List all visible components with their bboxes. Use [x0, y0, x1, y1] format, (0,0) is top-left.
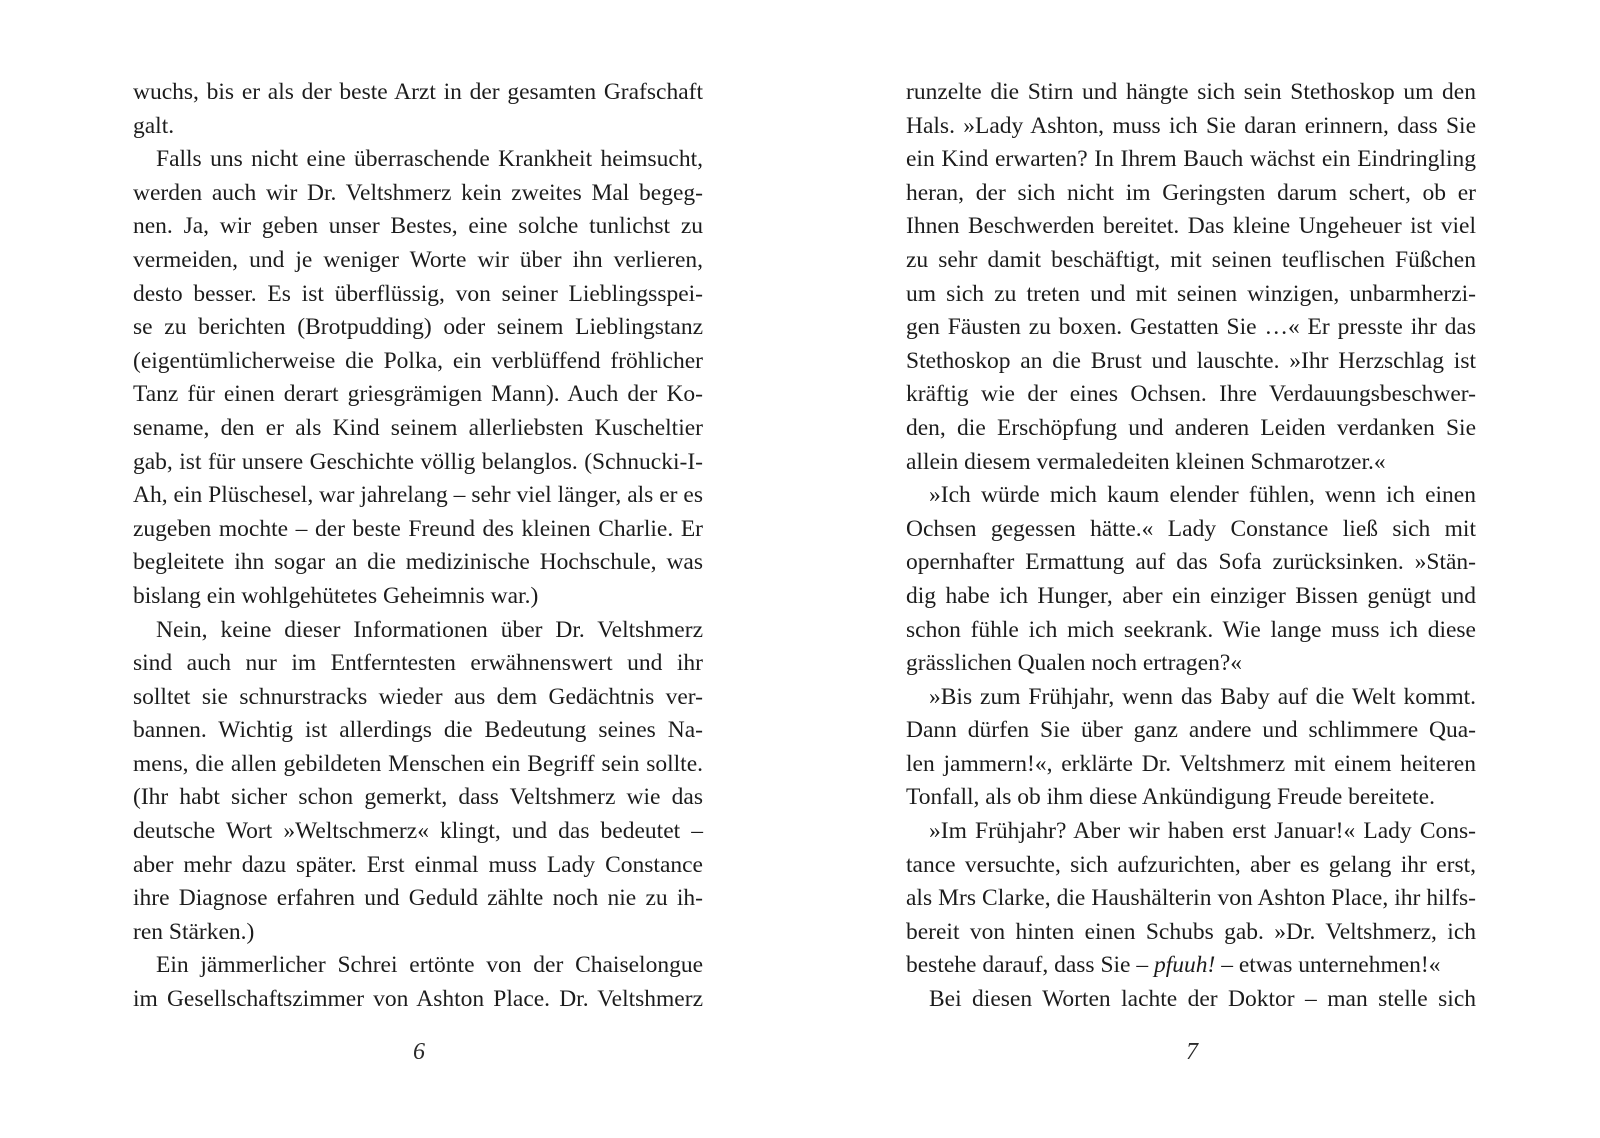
- text-line: Dann dürfen Sie über ganz andere und schlimmere Qua-: [906, 717, 1476, 744]
- left-page-text: [133, 76, 703, 1017]
- text-line: Falls uns nicht eine überraschende Krankheit heimsucht,: [156, 146, 703, 173]
- text-line: Hals. »Lady Ashton, muss ich Sie daran erinnern, dass Sie: [906, 112, 1476, 139]
- text-line: opernhafter Ermattung auf das Sofa zurücksinken. »Stän-: [906, 549, 1476, 576]
- text-line: sename, den er als Kind seinem allerliebsten Kuscheltier: [133, 414, 703, 441]
- text-line: begleitete ihn sogar an die medizinische Hochschule, was: [133, 549, 703, 576]
- text-line: Ein jämmerlicher Schrei ertönte von der Chaiselongue: [156, 952, 703, 979]
- text-line: bannen. Wichtig ist allerdings die Bedeutung seines Na-: [133, 717, 703, 744]
- text-line: Ochsen gegessen hätte.« Lady Constance ließ sich mit: [906, 515, 1476, 542]
- text-line: Stethoskop an die Brust und lauschte. »Ihr Herzschlag ist: [906, 347, 1476, 374]
- text-line: »Ich würde mich kaum elender fühlen, wenn ich einen: [929, 482, 1476, 509]
- text-line: zu sehr damit beschäftigt, mit seinen teuflischen Füßchen: [906, 246, 1476, 273]
- text-line: um sich zu treten und mit seinen winzigen, unbarmherzi-: [906, 280, 1476, 307]
- text-line: zugeben mochte – der beste Freund des kleinen Charlie. Er: [133, 515, 703, 542]
- text-line: bestehe darauf, dass Sie – pfuuh! – etwas unternehmen!«: [906, 952, 1441, 979]
- text-line: »Bis zum Frühjahr, wenn das Baby auf die Welt kommt.: [929, 683, 1476, 710]
- text-line: »Im Frühjahr? Aber wir haben erst Januar!« Lady Cons-: [929, 818, 1476, 845]
- text-line: im Gesellschaftszimmer von Ashton Place. Dr. Veltshmerz: [133, 986, 703, 1013]
- text-line: werden auch wir Dr. Veltshmerz kein zweites Mal begeg-: [133, 179, 703, 206]
- text-line: heran, der sich nicht im Geringsten darum schert, ob er: [906, 179, 1476, 206]
- text-line: galt.: [133, 112, 175, 139]
- text-line: schon fühle ich mich seekrank. Wie lange muss ich diese: [906, 616, 1476, 643]
- text-line: solltet sie schnurstracks wieder aus dem Gedächtnis ver-: [133, 683, 703, 710]
- text-line: Tanz für einen derart griesgrämigen Mann). Auch der Ko-: [133, 381, 703, 408]
- text-line: gen Fäusten zu boxen. Gestatten Sie …« Er presste ihr das: [906, 314, 1476, 341]
- text-line: bislang ein wohlgehütetes Geheimnis war.): [133, 582, 539, 609]
- text-line: ein Kind erwarten? In Ihrem Bauch wächst ein Eindringling: [906, 146, 1476, 173]
- text-line: Ah, ein Plüschesel, war jahrelang – sehr viel länger, als er es: [133, 482, 703, 509]
- text-line: gab, ist für unsere Geschichte völlig belanglos. (Schnucki-I-: [133, 448, 703, 475]
- text-line: desto besser. Es ist überflüssig, von seiner Lieblingsspei-: [133, 280, 703, 307]
- text-line: ihre Diagnose erfahren und Geduld zählte noch nie zu ih-: [133, 885, 703, 912]
- text-line: (eigentümlicherweise die Polka, ein verblüffend fröhlicher: [133, 347, 703, 374]
- right-page-number: 7: [1186, 1039, 1198, 1065]
- text-line: aber mehr dazu später. Erst einmal muss Lady Constance: [133, 851, 703, 878]
- text-line: se zu berichten (Brotpudding) oder seinem Lieblingstanz: [133, 314, 703, 341]
- text-line: Ihnen Beschwerden bereitet. Das kleine Ungeheuer ist viel: [906, 213, 1476, 240]
- text-line: Tonfall, als ob ihm diese Ankündigung Freude bereitete.: [906, 784, 1435, 811]
- text-line: sind auch nur im Entferntesten erwähnenswert und ihr: [133, 650, 703, 677]
- text-line: allein diesem vermaledeiten kleinen Schmarotzer.«: [906, 448, 1386, 475]
- text-line: tance versuchte, sich aufzurichten, aber es gelang ihr erst,: [906, 851, 1476, 878]
- left-page-number: 6: [413, 1039, 425, 1065]
- text-line: als Mrs Clarke, die Haushälterin von Ashton Place, ihr hilfs-: [906, 885, 1476, 912]
- text-line: mens, die allen gebildeten Menschen ein Begriff sein sollte.: [133, 750, 703, 777]
- text-line: deutsche Wort »Weltschmerz« klingt, und das bedeutet –: [133, 818, 703, 845]
- text-line: wuchs, bis er als der beste Arzt in der gesamten Grafschaft: [133, 79, 703, 105]
- text-line: len jammern!«, erklärte Dr. Veltshmerz mit einem heiteren: [906, 750, 1476, 777]
- text-line: ren Stärken.): [133, 918, 255, 945]
- text-line: bereit von hinten einen Schubs gab. »Dr. Veltshmerz, ich: [906, 918, 1476, 945]
- text-line: vermeiden, und je weniger Worte wir über ihn verlieren,: [133, 246, 703, 273]
- text-line: kräftig wie der eines Ochsen. Ihre Verdauungsbeschwer-: [906, 381, 1476, 408]
- text-line: Bei diesen Worten lachte der Doktor – man stelle sich: [929, 986, 1476, 1013]
- right-page-text: [906, 76, 1476, 1017]
- text-line: Nein, keine dieser Informationen über Dr. Veltshmerz: [156, 616, 703, 643]
- text-line: nen. Ja, wir geben unser Bestes, eine solche tunlichst zu: [133, 213, 703, 240]
- text-line: (Ihr habt sicher schon gemerkt, dass Veltshmerz wie das: [133, 784, 703, 811]
- text-line: runzelte die Stirn und hängte sich sein Stethoskop um den: [906, 79, 1476, 105]
- text-line: den, die Erschöpfung und anderen Leiden verdanken Sie: [906, 414, 1476, 441]
- text-line: grässlichen Qualen noch ertragen?«: [906, 650, 1243, 677]
- text-line: dig habe ich Hunger, aber ein einziger Bissen genügt und: [906, 582, 1476, 609]
